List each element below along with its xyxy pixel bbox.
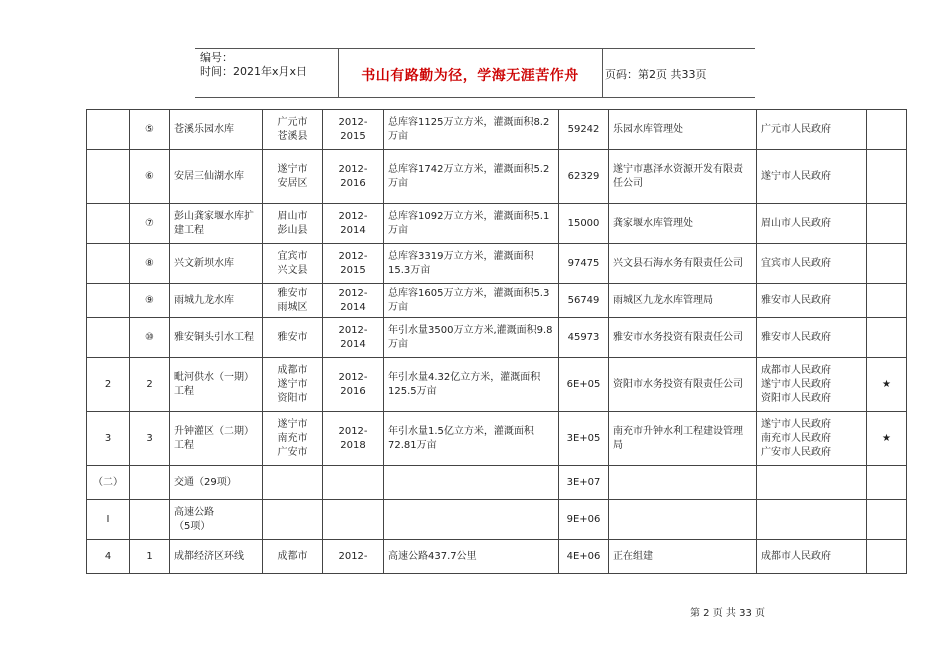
cell-location: 成都市 遂宁市 资阳市 <box>263 358 323 412</box>
cell-investment: 45973 <box>559 318 609 358</box>
cell-period: 2012- 2018 <box>323 412 384 466</box>
cell-mark <box>867 204 907 244</box>
table-row <box>87 150 907 204</box>
cell-mark <box>867 318 907 358</box>
cell-scale <box>384 500 559 540</box>
cell-authority: 眉山市人民政府 <box>757 204 867 244</box>
cell-index <box>87 244 130 284</box>
cell-authority: 遂宁市人民政府 <box>757 150 867 204</box>
cell-period <box>323 466 384 500</box>
cell-owner: 雅安市水务投资有限责任公司 <box>609 318 757 358</box>
cell-project-name: 雨城九龙水库 <box>170 284 263 318</box>
cell-subindex: ⑥ <box>130 150 170 204</box>
cell-scale: 总库容1092万立方米，灌溉面积5.1万亩 <box>384 204 559 244</box>
header-divider <box>338 49 339 97</box>
cell-investment: 56749 <box>559 284 609 318</box>
time-label: 时间：2021年x月x日 <box>200 65 308 78</box>
cell-authority: 遂宁市人民政府 南充市人民政府 广安市人民政府 <box>757 412 867 466</box>
cell-index <box>87 110 130 150</box>
page-footer: 第 2 页 共 33 页 <box>690 608 765 619</box>
cell-index: 4 <box>87 540 130 574</box>
table-row <box>87 500 907 540</box>
cell-owner: 资阳市水务投资有限责任公司 <box>609 358 757 412</box>
page-header <box>195 48 755 98</box>
cell-investment: 3E+07 <box>559 466 609 500</box>
cell-project-name: 雅安铜头引水工程 <box>170 318 263 358</box>
cell-subindex: ⑤ <box>130 110 170 150</box>
table-row <box>87 358 907 412</box>
cell-period: 2012- <box>323 540 384 574</box>
cell-scale: 总库容1742万立方米，灌溉面积5.2万亩 <box>384 150 559 204</box>
cell-location: 遂宁市 安居区 <box>263 150 323 204</box>
cell-mark <box>867 110 907 150</box>
cell-location: 广元市 苍溪县 <box>263 110 323 150</box>
page-label: 页码：第2页 共33页 <box>605 68 707 81</box>
table-row <box>87 204 907 244</box>
cell-index: （二） <box>87 466 130 500</box>
table-row <box>87 244 907 284</box>
cell-index <box>87 318 130 358</box>
cell-owner <box>609 500 757 540</box>
table-row <box>87 540 907 574</box>
cell-subindex: 1 <box>130 540 170 574</box>
cell-period: 2012- 2014 <box>323 204 384 244</box>
cell-owner: 雨城区九龙水库管理局 <box>609 284 757 318</box>
cell-period: 2012- 2014 <box>323 284 384 318</box>
header-slogan: 书山有路勤为径，学海无涯苦作舟 <box>361 68 579 84</box>
cell-authority: 成都市人民政府 遂宁市人民政府 资阳市人民政府 <box>757 358 867 412</box>
cell-location: 雅安市 雨城区 <box>263 284 323 318</box>
cell-scale: 年引水量4.32亿立方米，灌溉面积125.5万亩 <box>384 358 559 412</box>
cell-authority: 成都市人民政府 <box>757 540 867 574</box>
cell-owner: 乐园水库管理处 <box>609 110 757 150</box>
cell-project-name: 苍溪乐园水库 <box>170 110 263 150</box>
cell-index: 2 <box>87 358 130 412</box>
cell-scale: 总库容1605万立方米，灌溉面积5.3万亩 <box>384 284 559 318</box>
cell-investment: 6E+05 <box>559 358 609 412</box>
cell-project-name: 彭山龚家堰水库扩建工程 <box>170 204 263 244</box>
cell-period: 2012- 2016 <box>323 358 384 412</box>
cell-project-name: 高速公路 （5项） <box>170 500 263 540</box>
cell-project-name: 成都经济区环线 <box>170 540 263 574</box>
cell-project-name: 升钟灌区（二期）工程 <box>170 412 263 466</box>
cell-authority: 宜宾市人民政府 <box>757 244 867 284</box>
header-divider <box>602 49 603 97</box>
cell-mark: ★ <box>867 358 907 412</box>
cell-project-name: 安居三仙湖水库 <box>170 150 263 204</box>
cell-investment: 97475 <box>559 244 609 284</box>
number-label: 编号： <box>200 51 233 64</box>
cell-scale: 年引水量3500万立方米,灌溉面积9.8万亩 <box>384 318 559 358</box>
cell-location: 遂宁市 南充市 广安市 <box>263 412 323 466</box>
project-table <box>86 109 907 574</box>
cell-scale: 总库容3319万立方米，灌溉面积15.3万亩 <box>384 244 559 284</box>
cell-subindex: 2 <box>130 358 170 412</box>
cell-authority: 雅安市人民政府 <box>757 284 867 318</box>
cell-investment: 3E+05 <box>559 412 609 466</box>
cell-mark: ★ <box>867 412 907 466</box>
cell-subindex: ⑨ <box>130 284 170 318</box>
cell-subindex <box>130 466 170 500</box>
cell-project-name: 兴文新坝水库 <box>170 244 263 284</box>
cell-location: 眉山市 彭山县 <box>263 204 323 244</box>
cell-authority: 雅安市人民政府 <box>757 318 867 358</box>
cell-index: 3 <box>87 412 130 466</box>
cell-location: 成都市 <box>263 540 323 574</box>
cell-subindex: 3 <box>130 412 170 466</box>
cell-index: I <box>87 500 130 540</box>
cell-period: 2012- 2016 <box>323 150 384 204</box>
cell-location <box>263 466 323 500</box>
cell-subindex: ⑩ <box>130 318 170 358</box>
cell-scale <box>384 466 559 500</box>
cell-mark <box>867 284 907 318</box>
cell-period: 2012- 2015 <box>323 244 384 284</box>
cell-scale: 年引水量1.5亿立方米，灌溉面积72.81万亩 <box>384 412 559 466</box>
cell-owner: 正在组建 <box>609 540 757 574</box>
cell-subindex <box>130 500 170 540</box>
cell-investment: 62329 <box>559 150 609 204</box>
cell-location <box>263 500 323 540</box>
header-left <box>200 51 340 79</box>
cell-owner: 南充市升钟水利工程建设管理局 <box>609 412 757 466</box>
cell-project-name: 交通（29项） <box>170 466 263 500</box>
cell-subindex: ⑧ <box>130 244 170 284</box>
cell-location: 宜宾市 兴文县 <box>263 244 323 284</box>
cell-authority: 广元市人民政府 <box>757 110 867 150</box>
cell-mark <box>867 244 907 284</box>
cell-investment: 4E+06 <box>559 540 609 574</box>
cell-scale: 高速公路437.7公里 <box>384 540 559 574</box>
cell-subindex: ⑦ <box>130 204 170 244</box>
table-row <box>87 318 907 358</box>
cell-location: 雅安市 <box>263 318 323 358</box>
table-row <box>87 466 907 500</box>
cell-period: 2012- 2014 <box>323 318 384 358</box>
cell-period <box>323 500 384 540</box>
table-row <box>87 412 907 466</box>
cell-owner: 兴文县石海水务有限责任公司 <box>609 244 757 284</box>
cell-project-name: 毗河供水（一期）工程 <box>170 358 263 412</box>
cell-investment: 15000 <box>559 204 609 244</box>
table-row <box>87 110 907 150</box>
cell-index <box>87 150 130 204</box>
cell-period: 2012- 2015 <box>323 110 384 150</box>
cell-index <box>87 204 130 244</box>
cell-mark <box>867 540 907 574</box>
cell-investment: 9E+06 <box>559 500 609 540</box>
cell-mark <box>867 500 907 540</box>
cell-mark <box>867 150 907 204</box>
cell-index <box>87 284 130 318</box>
cell-owner: 遂宁市惠泽水资源开发有限责任公司 <box>609 150 757 204</box>
cell-mark <box>867 466 907 500</box>
cell-investment: 59242 <box>559 110 609 150</box>
cell-owner: 龚家堰水库管理处 <box>609 204 757 244</box>
table-row <box>87 284 907 318</box>
cell-authority <box>757 500 867 540</box>
cell-authority <box>757 466 867 500</box>
cell-scale: 总库容1125万立方米，灌溉面积8.2万亩 <box>384 110 559 150</box>
cell-owner <box>609 466 757 500</box>
table-body <box>87 110 907 574</box>
